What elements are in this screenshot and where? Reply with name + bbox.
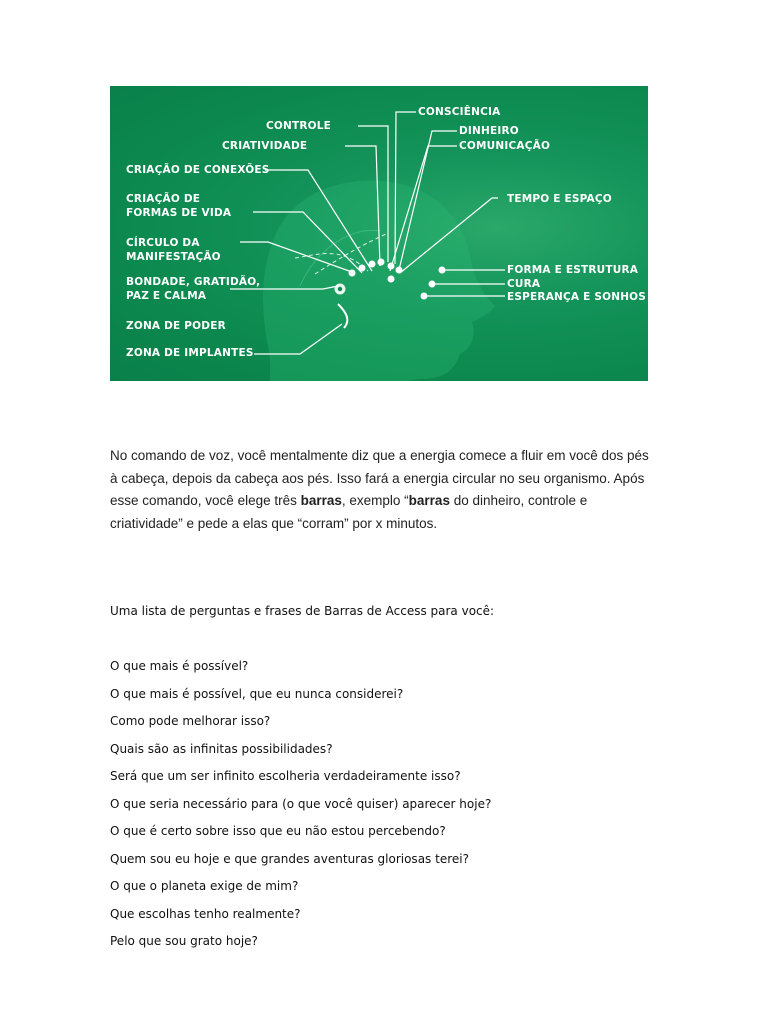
question-item: Quais são as infinitas possibilidades?: [110, 741, 333, 756]
question-item: Que escolhas tenho realmente?: [110, 906, 301, 921]
label-criacao-conexoes: CRIAÇÃO DE CONEXÕES: [126, 164, 270, 176]
question-item: O que o planeta exige de mim?: [110, 879, 299, 893]
label-zona-implantes: ZONA DE IMPLANTES: [126, 347, 254, 359]
label-dinheiro: DINHEIRO: [459, 125, 519, 137]
paragraph-text-2: , exemplo “: [341, 493, 409, 508]
label-controle: CONTROLE: [266, 120, 332, 132]
voice-command-paragraph: [110, 445, 660, 535]
questions-list: [110, 657, 491, 960]
question-item: O que mais é possível, que eu nunca considerei?: [110, 686, 404, 701]
label-criatividade: CRIATIVIDADE: [222, 140, 308, 152]
questions-intro: Uma lista de perguntas e frases de Barras de Access para você:: [110, 604, 495, 618]
label-bondade: BONDADE, GRATIDÃO, PAZ E CALMA: [126, 276, 261, 302]
label-esperanca: ESPERANÇA E SONHOS: [507, 291, 647, 303]
label-circulo: CÍRCULO DA MANIFESTAÇÃO: [126, 237, 221, 263]
question-item: O que mais é possível?: [110, 659, 249, 673]
label-tempo-espaco: TEMPO E ESPAÇO: [507, 193, 612, 205]
label-consciencia: CONSCIÊNCIA: [418, 106, 501, 118]
label-cura: CURA: [507, 278, 541, 290]
bars-infographic: [110, 86, 648, 381]
paragraph-text-3: do dinheiro, controle e criatividade” e pede a elas que “corram” por x minutos.: [110, 493, 588, 531]
question-item: Pelo que sou grato hoje?: [110, 934, 258, 948]
question-item: Será que um ser infinito escolheria verdadeiramente isso?: [110, 769, 461, 783]
paragraph-bold-1: barras: [300, 493, 342, 508]
label-zona-poder: ZONA DE PODER: [126, 320, 226, 332]
paragraph-text-1: No comando de voz, você mentalmente diz que a energia comece a fluir em você dos pés à cabeça, depois da cabeça aos pés. Isso fará a energia circular no seu organismo. Após esse comando, você elege três: [110, 448, 649, 508]
question-item: O que é certo sobre isso que eu não estou percebendo?: [110, 824, 446, 838]
question-item: Como pode melhorar isso?: [110, 714, 271, 728]
head-illustration: [110, 86, 648, 381]
label-criacao-formas: CRIAÇÃO DE FORMAS DE VIDA: [126, 193, 232, 219]
question-item: Quem sou eu hoje e que grandes aventuras gloriosas terei?: [110, 851, 469, 866]
label-forma-estrutura: FORMA E ESTRUTURA: [507, 264, 639, 276]
question-item: O que seria necessário para (o que você quiser) aparecer hoje?: [110, 796, 492, 811]
label-comunicacao: COMUNICAÇÃO: [459, 140, 551, 152]
paragraph-bold-2: barras: [408, 493, 450, 508]
